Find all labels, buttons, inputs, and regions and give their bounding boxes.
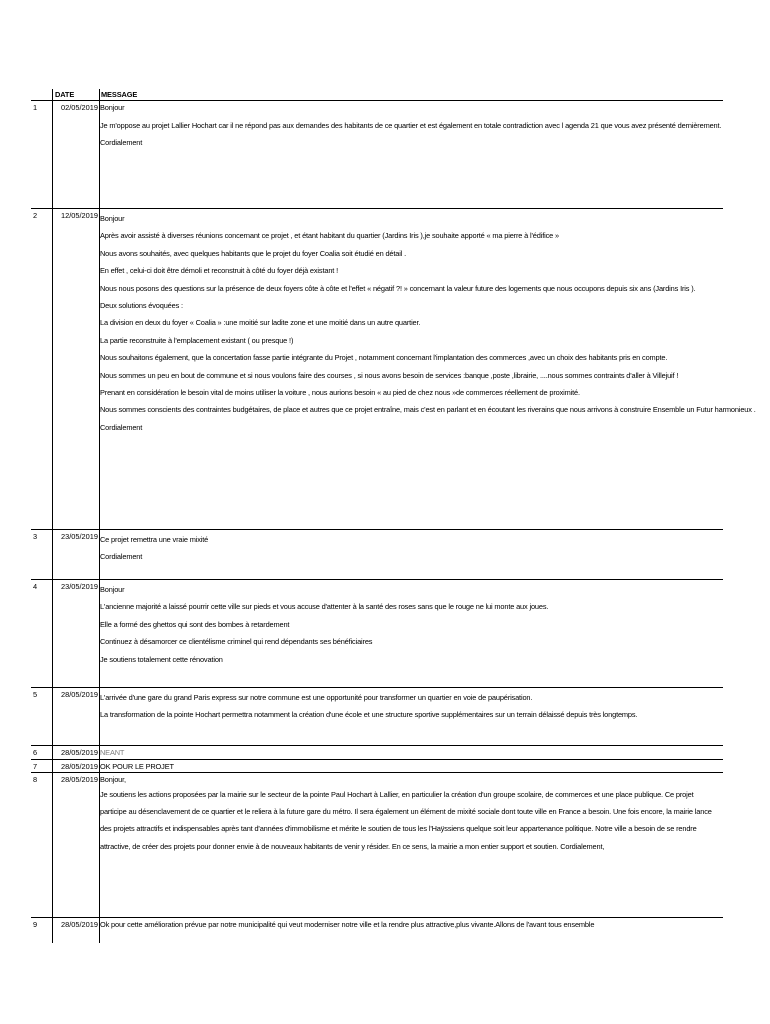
row-number: 7 [33,762,38,771]
message-line: Prenant en considération le besoin vital de moins utiliser la voiture , nous aurions besoin « au pied de chez nous »de commerces réellement de proximité. [100,388,580,398]
row-message [100,747,721,759]
message-line: L'ancienne majorité a laissé pourrir cette ville sur pieds et vous accuse d'attenter à la santé des roses sans que le rouge ne lui monte aux joues. [100,602,549,612]
row-date: 28/05/2019 [61,762,98,771]
row-date: 28/05/2019 [61,690,98,699]
message-line: Bonjour [100,103,125,112]
message-line: La division en deux du foyer « Coalia » :une moitié sur ladite zone et une moitié dans un autre quartier. [100,318,421,328]
message-line: Nous avons souhaités, avec quelques habitants que le projet du foyer Coalia soit étudié en détail . [100,248,407,258]
row-message [100,102,721,149]
message-line: Je soutiens les actions proposées par la mairie sur le secteur de la pointe Paul Hochart à Lallier, en particulier la création d'un groupe scolaire, de commerces et une place publique. Ce projet participe au désenclavement de ce quartier et le reliera à la future gare du métro. Il sera également un élément de mixité sociale dont toute ville en France a besoin. Une fois encore, la mairie lance des projets attractifs et indispensables après tant d'années d'immobilisme et mérite le soutien de tous les l'Haÿssiens quelque soit leur appartenance politique. Notre ville a besoin de se rendre attractive, de créer des projets pour donner envie à de nouveaux habitants de venir y résider. En ce sens, la mairie a mon entier support et soutien. Cordialement, [100,789,712,851]
header-row [31,89,723,101]
row-number: 3 [33,532,38,541]
row-date: 02/05/2019 [61,103,98,112]
message-line: Je soutiens totalement cette rénovation [100,654,223,664]
row-message [100,919,721,931]
row-date: 23/05/2019 [61,582,98,591]
row-number: 1 [33,103,38,112]
message-line: Cordialement [100,138,143,148]
message-line: Bonjour [100,585,125,594]
table-row [31,101,723,209]
message-line: Deux solutions évoquées : [100,301,183,311]
row-date: 28/05/2019 [61,775,98,784]
row-date: 28/05/2019 [61,748,98,757]
row-number: 8 [33,775,38,784]
row-message [100,581,721,668]
row-number: 5 [33,690,38,699]
message-line: Nous souhaitons également, que la concertation fasse partie intégrante du Projet , notamment concernant l'implantation des commerces ,avec un choix des habitants pris en compte. [100,353,668,363]
row-date: 23/05/2019 [61,532,98,541]
table-row [31,530,723,580]
message-line: Cordialement [100,422,143,432]
row-message [100,761,721,773]
table-row [31,688,723,746]
table-row [31,746,723,760]
message-line: Bonjour [100,214,125,223]
message-line: Nous nous posons des questions sur la présence de deux foyers côte à côte et l'effet « négatif ?! » concernant la valeur future des logements que nous occupons depuis six ans (Jardins Iris ). [100,283,696,293]
message-line: Après avoir assisté à diverses réunions concernant ce projet , et étant habitant du quartier (Jardins Iris ),je souhaite apporté « ma pierre à l'édifice » [100,231,559,241]
row-number: 2 [33,211,38,220]
message-line: Nous sommes un peu en bout de commune et si nous voulons faire des courses , si nous avons besoin de services :banque ,poste ,librairie, ....nous sommes contraints d'aller à Villejuif ! [100,370,679,380]
message-line: L'arrivée d'une gare du grand Paris express sur notre commune est une opportunité pour transformer un quartier en voie de paupérisation. [100,693,533,702]
message-line: Cordialement [100,552,143,562]
table-row [31,918,723,932]
message-line: NEANT [100,748,125,757]
row-date: 12/05/2019 [61,211,98,220]
spreadsheet [31,89,756,932]
table-row [31,580,723,688]
table-row [31,209,756,530]
message-line: Bonjour, [100,775,126,784]
table-row [31,760,723,773]
row-number: 4 [33,582,38,591]
message-line: Nous sommes conscients des contraintes budgétaires, de place et autres que ce projet entraîne, mais c'est en parlant et en écoutant les riverains que nous arrivons à construire Ensemble un Futur harmonieux . [100,405,756,415]
row-message [100,689,721,724]
table-row [31,773,723,918]
message-line: En effet , celui-ci doit être démoli et reconstruit à côté du foyer déjà existant ! [100,266,339,276]
row-message [100,210,756,436]
row-number: 9 [33,920,38,929]
message-line: Ok pour cette amélioration prévue par notre municipalité qui veut moderniser notre ville et la rendre plus attractive,plus vivante.Allons de l'avant tous ensemble [100,920,595,929]
message-line: Ce projet remettra une vraie mixité [100,535,209,544]
row-message [100,774,721,855]
column-header-date: DATE [55,90,75,99]
row-number: 6 [33,748,38,757]
column-header-message: MESSAGE [101,90,138,99]
message-line: Continuez à désamorcer ce clientélisme criminel qui rend dépendants ses bénéficiaires [100,637,373,647]
row-date: 28/05/2019 [61,920,98,929]
message-line: Elle a formé des ghettos qui sont des bombes à retardement [100,619,290,629]
message-line: Je m'oppose au projet Lallier Hochart car il ne répond pas aux demandes des habitants de ce quartier et est également en totale contradiction avec l agenda 21 que vous avez présenté dernièrement. [100,120,722,130]
row-message [100,531,721,566]
message-line: La partie reconstruite à l'emplacement existant ( ou presque !) [100,335,294,345]
message-line: La transformation de la pointe Hochart permettra notamment la création d'une école et une structure sportive supplémentaires sur un terrain délaissé depuis très longtemps. [100,710,638,720]
message-line: OK POUR LE PROJET [100,762,174,771]
